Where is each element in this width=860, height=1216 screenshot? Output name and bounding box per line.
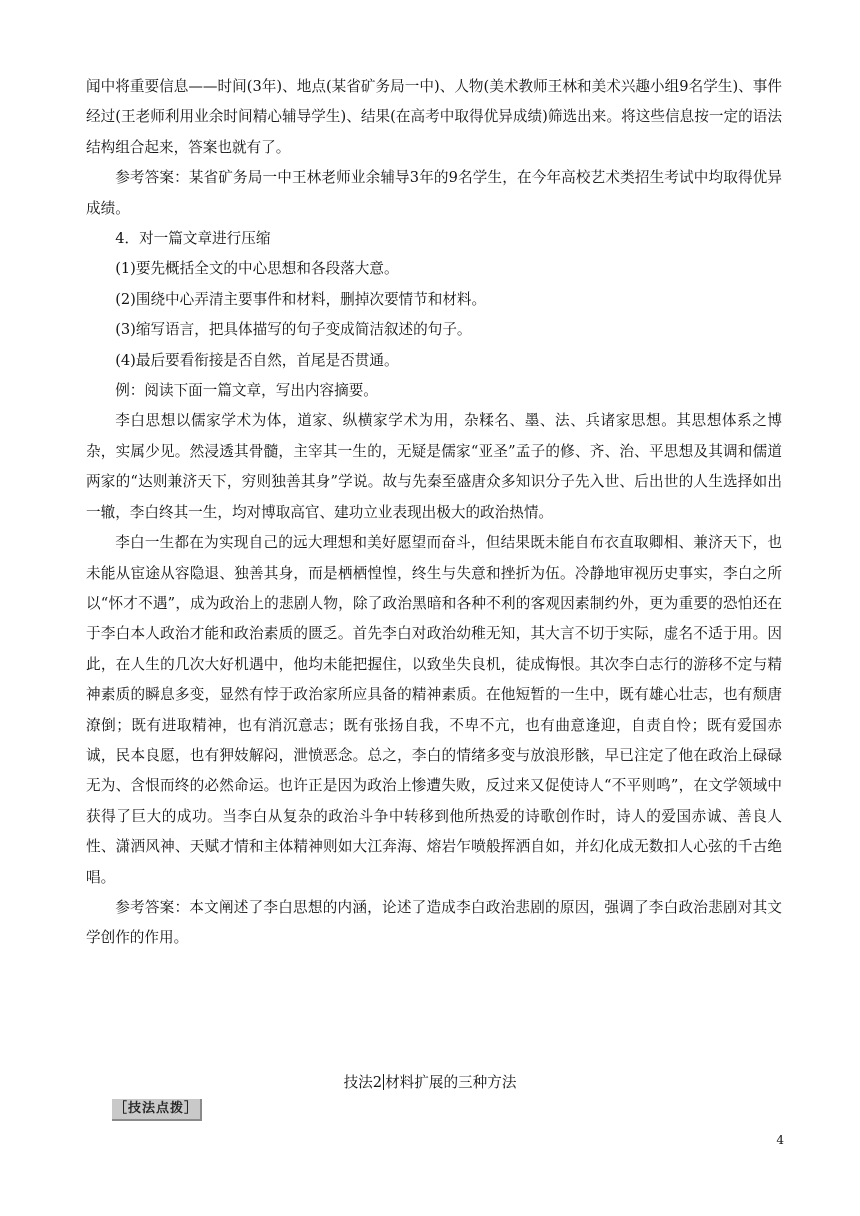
list-item: (4)最后要看衔接是否自然，首尾是否贯通。 [115, 351, 399, 369]
page-number: 4 [776, 1133, 784, 1147]
section-prefix: 技法2 [343, 1074, 383, 1091]
paragraph-intro: 闻中将重要信息——时间(3年)、地点(某省矿务局一中)、人物(美术教师王林和美术兴趣小组9名学生)、事件经过(王老师利用业余时间精心辅导学生)、结果(在高考中取得优异成绩)筛选出来。将这些信息按一定的语法结构组合起来，答案也就有了。 [86, 78, 782, 156]
list-item: (2)围绕中心弄清主要事件和材料，删掉次要情节和材料。 [115, 290, 487, 308]
technique-tip-tag: ［技法点拨］ [112, 1099, 202, 1121]
body-text [86, 72, 782, 954]
article-paragraph-2: 李白一生都在为实现自己的远大理想和美好愿望而奋斗，但结果既未能自布衣直取卿相、兼济天下，也未能从宦途从容隐退、独善其身，而是栖栖惶惶，终生与失意和挫折为伍。冷静地审视历史事实，李白之所以“怀才不遇”，成为政治上的悲剧人物，除了政治黑暗和各种不利的客观因素制约外，更为重要的恐怕还在于李白本人政治才能和政治素质的匮乏。首先李白对政治幼稚无知，其大言不切于实际，虚名不适于用。因此，在人生的几次大好机遇中，他均未能把握住，以致坐失良机，徒成悔恨。其次李白志行的游移不定与精神素质的瞬息多变，显然有悖于政治家所应具备的精神素质。在他短暂的一生中，既有雄心壮志，也有颓唐潦倒；既有进取精神，也有消沉意志；既有张扬自我，不卑不亢，也有曲意逢迎，自责自怜；既有爱国赤诚，民本良愿，也有狎妓解闷，泄愤恶念。总之，李白的情绪多变与放浪形骸，早已注定了他在政治上碌碌无为、含恨而终的必然命运。也许正是因为政治上惨遭失败，反过来又促使诗人“不平则鸣”，在文学领域中获得了巨大的成功。当李白从复杂的政治斗争中转移到他所热爱的诗歌创作时，诗人的爱国赤诚、善良人性、潇洒风神、天赋才情和主体精神则如大江奔海、熔岩乍喷般挥洒自如，并幻化成无数扣人心弦的千古绝唱。 [86, 534, 782, 886]
example-prompt: 例：阅读下面一篇文章，写出内容摘要。 [115, 382, 378, 400]
paragraph-answer-1: 参考答案：某省矿务局一中王林老师业余辅导3年的9名学生，在今年高校艺术类招生考试中均取得优异成绩。 [86, 169, 782, 217]
list-item: (1)要先概括全文的中心思想和各段落大意。 [115, 260, 399, 278]
section-divider [383, 1074, 384, 1090]
section-title-text: 材料扩展的三种方法 [385, 1074, 517, 1091]
heading-item-4: 4．对一篇文章进行压缩 [115, 230, 271, 248]
section-title [0, 1071, 860, 1092]
list-item: (3)缩写语言，把具体描写的句子变成简洁叙述的句子。 [115, 321, 472, 339]
article-paragraph-1: 李白思想以儒家学术为体，道家、纵横家学术为用，杂糅名、墨、法、兵诸家思想。其思想体系之博杂，实属少见。然浸透其骨髓，主宰其一生的，无疑是儒家“亚圣”孟子的修、齐、治、平思想及其调和儒道两家的“达则兼济天下，穷则独善其身”学说。故与先秦至盛唐众多知识分子先入世、后出世的人生选择如出一辙，李白终其一生，均对博取高官、建功立业表现出极大的政治热情。 [86, 412, 782, 521]
paragraph-answer-2: 参考答案：本文阐述了李白思想的内涵，论述了造成李白政治悲剧的原因，强调了李白政治悲剧对其文学创作的作用。 [86, 898, 782, 947]
